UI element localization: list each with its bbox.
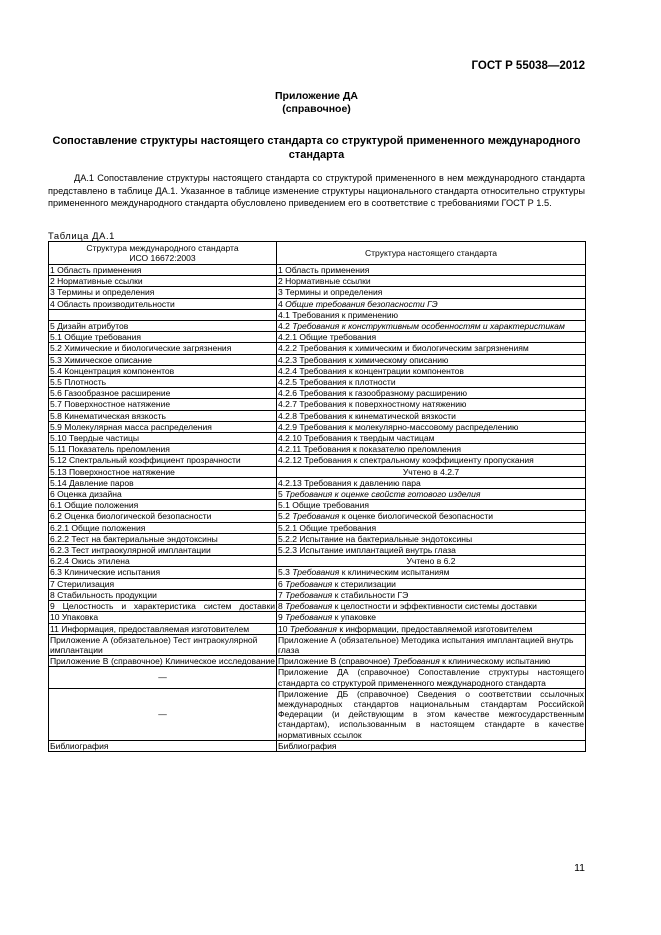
text-fragment: Приложение В (справочное) — [278, 656, 393, 667]
cell-national — [277, 321, 586, 332]
cell-international: 6.1 Общие положения — [49, 500, 277, 511]
cell-national — [277, 511, 586, 522]
table-row — [49, 444, 586, 455]
table-row — [49, 612, 586, 623]
cell-national — [277, 567, 586, 578]
italic-fragment: Требования — [285, 578, 333, 589]
table-row — [49, 634, 586, 655]
text-fragment: 8 — [278, 601, 286, 612]
cell-international: Библиография — [49, 740, 277, 751]
cell-national: Библиография — [277, 740, 586, 751]
cell-international: 1 Область применения — [49, 265, 277, 276]
text-fragment: к клиническим испытаниям — [339, 567, 450, 578]
text-fragment: к стабильности ГЭ — [332, 589, 409, 600]
table-body — [49, 242, 586, 752]
structure-comparison-table — [48, 241, 586, 752]
cell-international: 6.2.1 Общие положения — [49, 522, 277, 533]
table-row — [49, 567, 586, 578]
header-col1-line2: ИСО 16672:2003 — [129, 253, 196, 263]
table-row — [49, 265, 586, 276]
italic-fragment: Требования к конструктивным особенностям и характеристикам — [292, 321, 565, 332]
text-fragment: 4 — [278, 298, 286, 309]
italic-fragment: Требования к оценке свойств готового изделия — [285, 489, 481, 500]
table-row — [49, 455, 586, 466]
cell-national: 4.2.12 Требования к спектральному коэффициенту пропускания — [277, 455, 586, 466]
text-fragment: 10 — [278, 623, 290, 634]
header-national-structure: Структура настоящего стандарта — [277, 242, 586, 265]
cell-national: 5.1 Общие требования — [277, 500, 586, 511]
cell-national: Учтено в 6.2 — [277, 556, 586, 567]
table-row — [49, 377, 586, 388]
table-row — [49, 343, 586, 354]
cell-national: 4.2.8 Требования к кинематической вязкости — [277, 410, 586, 421]
table-row — [49, 740, 586, 751]
cell-international: 4 Область производительности — [49, 298, 277, 309]
cell-national: 4.2.9 Требования к молекулярно-массовому распределению — [277, 421, 586, 432]
cell-international: 5.2 Химические и биологические загрязнения — [49, 343, 277, 354]
cell-international: — — [49, 688, 277, 740]
italic-fragment: Требования — [285, 612, 333, 623]
table-row — [49, 410, 586, 421]
italic-fragment: Требования — [292, 567, 340, 578]
document-code: ГОСТ Р 55038—2012 — [471, 60, 585, 72]
cell-international: 6.2.2 Тест на бактериальные эндотоксины — [49, 533, 277, 544]
intro-paragraph: ДА.1 Сопоставление структуры настоящего стандарта со структурой примененного в нем международного стандарта представлено в таблице ДА.1. Указанное в таблице изменение структуры национального стандарта относительно структуры примененного международного стандарта обусловлено приведением его в соответствие с требованиями ГОСТ Р 1.5. — [48, 173, 585, 208]
table-row — [49, 511, 586, 522]
cell-international: 6.2.3 Тест интраокулярной имплантации — [49, 545, 277, 556]
cell-international: 5.6 Газообразное расширение — [49, 388, 277, 399]
table-row — [49, 656, 586, 667]
text-fragment: к упаковке — [332, 612, 377, 623]
cell-national: 1 Область применения — [277, 265, 586, 276]
cell-national: 4.2.6 Требования к газообразному расширению — [277, 388, 586, 399]
cell-national: 4.2.10 Требования к твердым частицам — [277, 433, 586, 444]
annex-subtitle: (справочное) — [282, 103, 351, 115]
text-fragment: 4.2 — [278, 321, 293, 332]
table-row — [49, 601, 586, 612]
cell-international: 5.4 Концентрация компонентов — [49, 365, 277, 376]
cell-international: Приложение В (справочное) Клиническое исследование — [50, 656, 275, 667]
italic-fragment: Требования — [285, 601, 333, 612]
cell-international — [49, 309, 277, 320]
cell-national: 5.2.2 Испытание на бактериальные эндотоксины — [277, 533, 586, 544]
table-row — [49, 578, 586, 589]
cell-international: Приложение А (обязательное) Тест интраокулярной имплантации — [49, 634, 277, 655]
cell-international: 3 Термины и определения — [49, 287, 277, 298]
table-row — [49, 298, 586, 309]
table-row — [49, 365, 586, 376]
table-row — [49, 522, 586, 533]
cell-international: 9 Целостность и характеристика систем доставки — [50, 601, 275, 612]
text-fragment: 9 — [278, 612, 286, 623]
cell-international: 5.10 Твердые частицы — [49, 433, 277, 444]
cell-national — [277, 298, 586, 309]
table-row — [49, 688, 586, 740]
table-row — [49, 321, 586, 332]
table-row — [49, 332, 586, 343]
cell-national: 4.2.1 Общие требования — [277, 332, 586, 343]
cell-international: 5.14 Давление паров — [49, 477, 277, 488]
cell-national — [277, 623, 586, 634]
cell-national: 3 Термины и определения — [277, 287, 586, 298]
table-header-row — [49, 242, 586, 265]
cell-national: 4.2.5 Требования к плотности — [277, 377, 586, 388]
text-fragment: к клиническому испытанию — [439, 656, 551, 667]
cell-international: 6.2 Оценка биологической безопасности — [49, 511, 277, 522]
cell-national: Приложение ДА (справочное) Сопоставление структуры настоящего стандарта со структурой примененного международного стандарта — [278, 667, 584, 688]
header-col1-line1: Структура международного стандарта — [86, 242, 239, 253]
text-fragment: к целостности и эффективности системы доставки — [332, 601, 537, 612]
cell-national: Приложение ДБ (справочное) Сведения о соответствии ссылочных международных стандартов национальным стандартам Российской Федерации (и действующим в этом качестве межгосударственным стандартам), использованным в настоящем стандарте в качестве нормативных ссылок — [278, 688, 584, 740]
cell-national: 5.2.3 Испытание имплантацией внутрь глаза — [277, 545, 586, 556]
cell-international: 10 Упаковка — [49, 612, 277, 623]
cell-international: — — [49, 667, 277, 688]
table-row — [49, 589, 586, 600]
table-row — [49, 500, 586, 511]
table-row — [49, 533, 586, 544]
annex-title: Приложение ДА — [275, 90, 358, 102]
italic-fragment: Требования — [292, 511, 340, 522]
cell-national: 4.2.4 Требования к концентрации компонентов — [277, 365, 586, 376]
cell-international: 5.5 Плотность — [49, 377, 277, 388]
table-row — [49, 477, 586, 488]
table-row — [49, 276, 586, 287]
cell-national: 2 Нормативные ссылки — [277, 276, 586, 287]
table-row — [49, 399, 586, 410]
cell-national: 4.2.2 Требования к химическим и биологическим загрязнениям — [277, 343, 586, 354]
italic-fragment: Требования — [392, 656, 440, 667]
cell-national: 4.2.11 Требования к показателю преломления — [277, 444, 586, 455]
table-row — [49, 545, 586, 556]
cell-national: 4.2.3 Требования к химическому описанию — [277, 354, 586, 365]
cell-national: Учтено в 4.2.7 — [277, 466, 586, 477]
table-label: Таблица ДА.1 — [48, 230, 115, 241]
italic-fragment: Общие требования безопасности ГЭ — [285, 298, 438, 309]
italic-fragment: Требования — [289, 623, 337, 634]
table-row — [49, 433, 586, 444]
text-fragment: 5 — [278, 489, 286, 500]
cell-international: 6.2.4 Окись этилена — [49, 556, 277, 567]
cell-national: 4.2.13 Требования к давлению пара — [277, 477, 586, 488]
text-fragment: к стерилизации — [332, 578, 396, 589]
cell-international: 5.12 Спектральный коэффициент прозрачности — [49, 455, 277, 466]
cell-international: 6.3 Клинические испытания — [49, 567, 277, 578]
table-row — [49, 309, 586, 320]
table-row — [49, 489, 586, 500]
cell-national — [277, 489, 586, 500]
cell-international: 5.8 Кинематическая вязкость — [49, 410, 277, 421]
text-fragment: 5.2 — [278, 511, 293, 522]
table-row — [49, 466, 586, 477]
table-row — [49, 623, 586, 634]
table-row — [49, 421, 586, 432]
text-fragment: к информации, предоставляемой изготовителем — [336, 623, 533, 634]
table-row — [49, 388, 586, 399]
cell-international: 5.7 Поверхностное натяжение — [49, 399, 277, 410]
italic-fragment: Требования — [285, 589, 333, 600]
cell-international: 5.1 Общие требования — [49, 332, 277, 343]
cell-international: 6 Оценка дизайна — [49, 489, 277, 500]
text-fragment: 7 — [278, 589, 286, 600]
cell-international: 8 Стабильность продукции — [49, 589, 277, 600]
cell-national — [277, 589, 586, 600]
table-row — [49, 287, 586, 298]
table-row — [49, 354, 586, 365]
cell-international: 2 Нормативные ссылки — [49, 276, 277, 287]
cell-international: 5.3 Химическое описание — [49, 354, 277, 365]
cell-national — [277, 656, 586, 667]
cell-national — [277, 612, 586, 623]
text-fragment: 5.3 — [278, 567, 293, 578]
cell-international: 5.13 Поверхностное натяжение — [49, 466, 277, 477]
table-row — [49, 667, 586, 688]
main-title: Сопоставление структуры настоящего стандарта со структурой примененного международного стандарта — [52, 135, 581, 161]
cell-national: Приложение А (обязательное) Методика испытания имплантацией внутрь глаза — [277, 634, 586, 655]
cell-international: 5.9 Молекулярная масса распределения — [49, 421, 277, 432]
cell-national: 4.2.7 Требования к поверхностному натяжению — [277, 399, 586, 410]
cell-international: 7 Стерилизация — [49, 578, 277, 589]
cell-national: 5.2.1 Общие требования — [277, 522, 586, 533]
text-fragment: 6 — [278, 578, 286, 589]
page-number: 11 — [574, 862, 585, 874]
text-fragment: к оценке биологической безопасности — [339, 511, 494, 522]
cell-national — [277, 578, 586, 589]
cell-international: 11 Информация, предоставляемая изготовителем — [49, 623, 277, 634]
cell-national — [277, 601, 586, 612]
cell-international: 5.11 Показатель преломления — [49, 444, 277, 455]
cell-international: 5 Дизайн атрибутов — [49, 321, 277, 332]
header-international-structure — [49, 242, 277, 265]
table-row — [49, 556, 586, 567]
cell-national: 4.1 Требования к применению — [277, 309, 586, 320]
